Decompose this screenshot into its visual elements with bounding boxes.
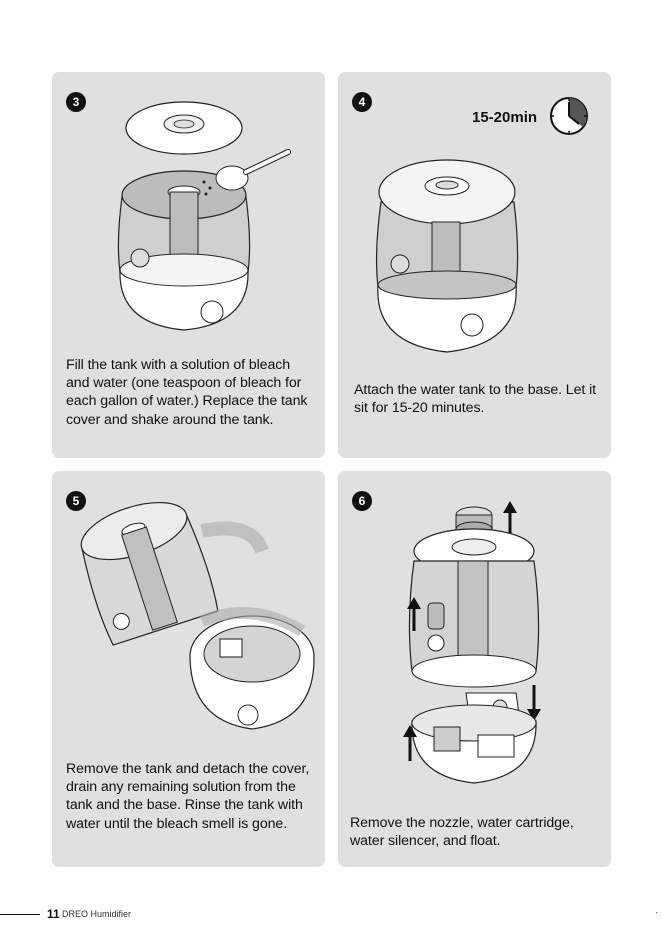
step-3-caption: Fill the tank with a solution of bleach and water (one teaspoon of bleach for each gallon of water.) Replace the tank cover and shake around the tank. (66, 357, 308, 428)
step-4-caption: Attach the water tank to the base. Let it sit for 15-20 minutes. (354, 382, 596, 417)
footer-brand: DREO Humidifier (62, 909, 132, 919)
step-4-illustration (338, 72, 611, 372)
step-5-illustration (52, 471, 325, 756)
step-4-panel (338, 72, 611, 458)
footer-mark: · (655, 907, 658, 917)
step-6-panel (338, 471, 611, 867)
step-6-number: 6 (352, 491, 372, 511)
page-number: 11 (47, 907, 60, 921)
step-5-panel (52, 471, 325, 867)
step-6-caption: Remove the nozzle, water cartridge, water silencer, and float. (350, 815, 574, 850)
footer-rule (0, 914, 40, 915)
timer-label: 15-20min (472, 109, 538, 126)
step-3-illustration (52, 72, 325, 352)
step-3-panel (52, 72, 325, 458)
step-5-number: 5 (66, 491, 86, 511)
step-4-number: 4 (352, 92, 372, 112)
step-5-caption: Remove the tank and detach the cover, drain any remaining solution from the tank and the base. Rinse the tank with water until the bleach smell is gone. (66, 761, 310, 832)
step-6-illustration (338, 471, 611, 811)
step-3-number: 3 (66, 92, 86, 112)
